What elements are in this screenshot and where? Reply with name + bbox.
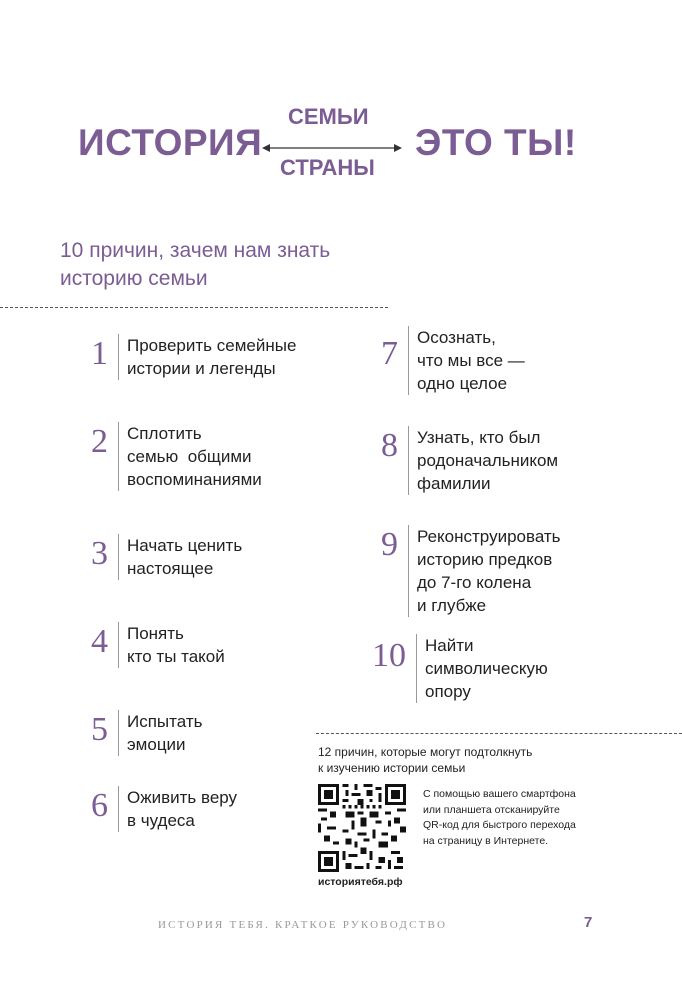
- reason-text-line: до 7-го колена: [417, 573, 532, 592]
- qr-description-line: С помощью вашего смартфона: [423, 788, 576, 800]
- reason-divider: [416, 634, 417, 703]
- qr-description-line: на страницу в Интернете.: [423, 834, 549, 847]
- reason-divider: [408, 426, 409, 495]
- headline-top-word: СЕМЬИ: [288, 104, 369, 129]
- reason-number: 9: [381, 526, 398, 563]
- reason-text-line: и глубже: [417, 596, 487, 615]
- reason-item-7: [372, 326, 525, 395]
- reason-text: [417, 326, 525, 395]
- reason-text-line: что мы все —: [417, 351, 525, 370]
- reason-text-line: эмоции: [127, 735, 186, 754]
- reason-divider: [408, 326, 409, 395]
- reason-text-line: Начать ценить: [127, 536, 243, 555]
- reason-number: 4: [91, 623, 108, 660]
- reason-divider: [118, 710, 119, 756]
- qr-description-line: или планшета отсканируйте: [423, 803, 560, 816]
- reason-text-line: Проверить семейные: [127, 336, 297, 355]
- reason-text-line: опору: [425, 682, 471, 701]
- section-title-line: 10 причин, зачем нам знать: [60, 239, 331, 262]
- reason-number: 10: [372, 637, 406, 674]
- reason-text-line: в чудеса: [127, 811, 195, 830]
- reason-divider: [118, 534, 119, 580]
- section-title-line: историю семьи: [60, 267, 208, 290]
- reason-text: [127, 786, 237, 832]
- reason-divider: [118, 334, 119, 380]
- reason-text: [417, 426, 558, 495]
- dashed-divider: [316, 733, 682, 734]
- reason-text-line: историю предков: [417, 550, 553, 569]
- reason-divider: [118, 422, 119, 491]
- reason-text-line: семью общими: [127, 447, 252, 466]
- reason-text-line: Оживить веру: [127, 788, 238, 807]
- section-title: [60, 237, 440, 293]
- reason-item-2: [82, 422, 262, 491]
- headline-bottom-word: СТРАНЫ: [280, 155, 375, 180]
- reason-text-line: фамилии: [417, 474, 491, 493]
- page-number: 7: [584, 914, 593, 931]
- reason-text-line: воспоминаниями: [127, 470, 262, 489]
- reason-text: [127, 534, 242, 580]
- reason-text-line: Понять: [127, 624, 184, 643]
- headline-left-word: ИСТОРИЯ: [78, 122, 263, 163]
- reason-text-line: настоящее: [127, 559, 214, 578]
- reason-number: 8: [381, 427, 398, 464]
- reason-divider: [118, 786, 119, 832]
- reason-item-6: [82, 786, 237, 832]
- reason-text-line: символическую: [425, 659, 548, 678]
- reason-text-line: Испытать: [127, 712, 203, 731]
- reason-text: [127, 334, 296, 380]
- reason-text-line: Реконструировать: [417, 527, 561, 546]
- reason-item-8: [372, 426, 558, 495]
- reason-text: [425, 634, 548, 703]
- qr-code-icon[interactable]: [318, 784, 406, 872]
- reason-number: 3: [91, 535, 108, 572]
- qr-description: [423, 787, 643, 849]
- double-arrow-icon: [262, 142, 402, 154]
- reason-number: 5: [91, 711, 108, 748]
- reason-text-line: кто ты такой: [127, 647, 225, 666]
- reason-item-3: [82, 534, 242, 580]
- headline: [0, 100, 682, 190]
- qr-description-line: QR-код для быстрого перехода: [423, 819, 576, 831]
- reason-text-line: Узнать, кто был: [417, 428, 541, 447]
- reason-text-line: Осознать,: [417, 328, 496, 347]
- reason-number: 1: [91, 335, 108, 372]
- reason-number: 7: [381, 335, 398, 372]
- reason-item-9: [372, 525, 561, 617]
- reason-text-line: истории и легенды: [127, 359, 276, 378]
- reason-item-1: [82, 334, 296, 380]
- reason-item-5: [82, 710, 202, 756]
- reason-number: 6: [91, 787, 108, 824]
- reason-text-line: одно целое: [417, 374, 508, 393]
- reason-text: [127, 710, 202, 756]
- dashed-divider: [0, 307, 388, 308]
- reason-text-line: Найти: [425, 636, 474, 655]
- reason-text: [417, 525, 561, 617]
- running-footer: ИСТОРИЯ ТЕБЯ. КРАТКОЕ РУКОВОДСТВО: [158, 919, 448, 931]
- qr-caption: [318, 744, 618, 776]
- qr-url[interactable]: историятебя.рф: [318, 876, 403, 888]
- qr-caption-line: 12 причин, которые могут подтолкнуть: [318, 745, 533, 759]
- reason-text-line: Сплотить: [127, 424, 202, 443]
- reason-text: [127, 622, 225, 668]
- reason-number: 2: [91, 423, 108, 460]
- reason-text-line: родоначальником: [417, 451, 559, 470]
- headline-right-word: ЭТО ТЫ!: [415, 122, 577, 163]
- reason-item-4: [82, 622, 225, 668]
- reason-item-10: [368, 634, 548, 703]
- reason-text: [127, 422, 262, 491]
- reason-divider: [408, 525, 409, 617]
- qr-caption-line: к изучению истории семьи: [318, 761, 466, 775]
- reason-divider: [118, 622, 119, 668]
